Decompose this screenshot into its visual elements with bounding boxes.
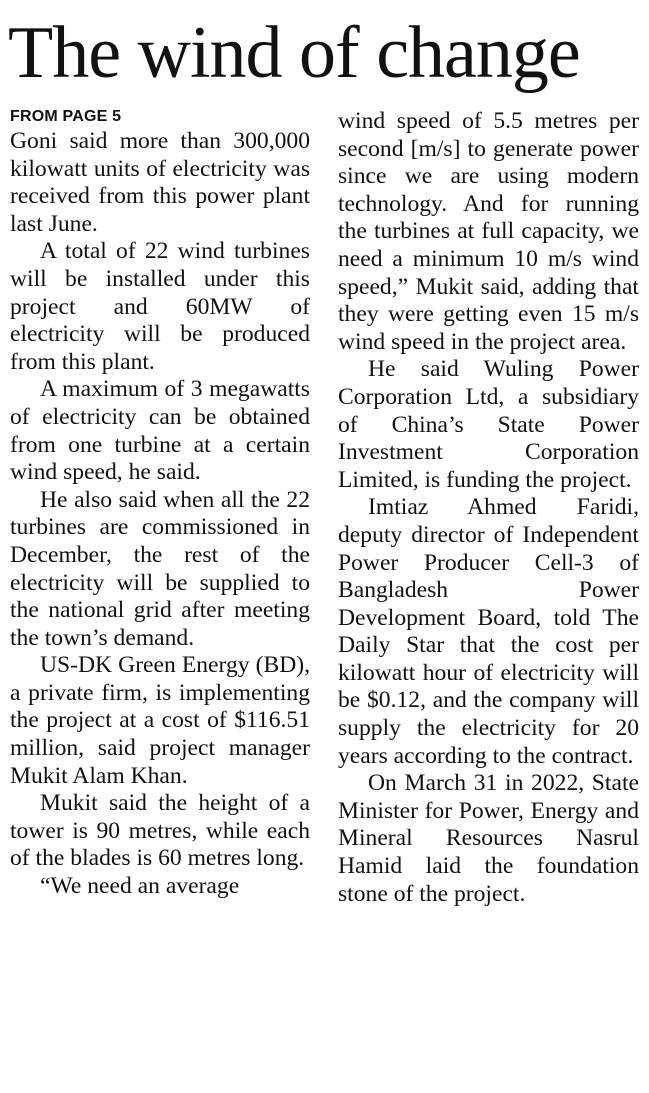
paragraph: On March 31 in 2022, State Minister for Power, Energy and Mineral Resources Nasrul Hamid laid the foundation stone of the project. <box>338 770 639 907</box>
paragraph: Mukit said the height of a tower is 90 metres, while each of the blades is 60 metres long. <box>10 790 310 872</box>
paragraph: A total of 22 wind turbines will be installed under this project and 60MW of electricity will be produced from this plant. <box>10 238 310 375</box>
paragraph: Imtiaz Ahmed Faridi, deputy director of Independent Power Producer Cell-3 of Bangladesh Power Development Board, told The Daily Star that the cost per kilowatt hour of electricity will be $0.12, and the company will supply the electricity for 20 years according to the contract. <box>338 494 639 769</box>
paragraph: US-DK Green Energy (BD), a private firm, is implementing the project at a cost of $116.51 million, said project manager Mukit Alam Khan. <box>10 652 310 789</box>
column-left-body <box>10 128 310 901</box>
column-right-body <box>338 108 639 908</box>
paragraph: Goni said more than 300,000 kilowatt units of electricity was received from this power plant last June. <box>10 128 310 237</box>
continuation-kicker: FROM PAGE 5 <box>10 108 122 125</box>
article-column-right <box>338 108 639 908</box>
paragraph: “We need an average <box>40 873 240 900</box>
article-headline: The wind of change <box>8 12 580 94</box>
paragraph: He said Wuling Power Corporation Ltd, a subsidiary of China’s State Power Investment Corporation Limited, is funding the project. <box>338 356 639 493</box>
article-column-left <box>10 108 310 901</box>
paragraph: A maximum of 3 megawatts of electricity can be obtained from one turbine at a certain wind speed, he said. <box>10 376 310 486</box>
paragraph: wind speed of 5.5 metres per second [m/s] to generate power since we are using modern technology. And for running the turbines at full capacity, we need a minimum 10 m/s wind speed,” Mukit said, adding that they were getting even 15 m/s wind speed in the project area. <box>338 108 639 355</box>
paragraph: He also said when all the 22 turbines are commissioned in December, the rest of the electricity will be supplied to the national grid after meeting the town’s demand. <box>10 486 310 651</box>
